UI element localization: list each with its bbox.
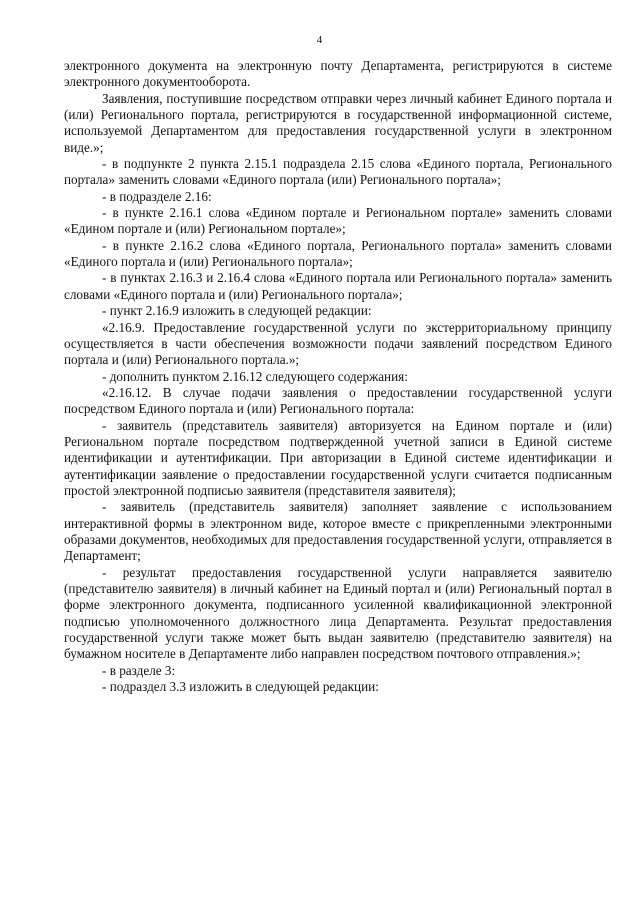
paragraph: - подраздел 3.3 изложить в следующей редакции: [102, 679, 379, 695]
paragraph: - дополнить пунктом 2.16.12 следующего содержания: [102, 368, 408, 384]
page-number: 4 [316, 34, 323, 46]
paragraph: - заявитель (представитель заявителя) авторизуется на Едином портале и (или) Региональном портале посредством подтвержденной учетной записи в Единой системе идентификации и аутентификации. При авторизации в Единой системе идентификации и аутентификации заявление о предоставлении государственной услуги считается подписанным простой электронной подписью заявителя (представителя заявителя); [64, 417, 612, 498]
paragraph: - в пункте 2.16.1 слова «Едином портале и Региональном портале» заменить словами «Едином портале и (или) Региональном портале»; [64, 205, 612, 237]
paragraph: Заявления, поступившие посредством отправки через личный кабинет Единого портала и (или) Регионального портала, регистрируются в государственной информационной системе, используемой Департаментом для предоставления государственной услуги в электронном виде.»; [64, 90, 612, 155]
paragraph: электронного документа на электронную почту Департамента, регистрируются в системе электронного документооборота. [64, 58, 612, 90]
paragraph: - заявитель (представитель заявителя) заполняет заявление с использованием интерактивной формы в электронном виде, которое вместе с прикрепленными электронными образами документов, необходимых для предоставления государственной услуги, отправляется в Департамент; [64, 499, 612, 564]
paragraph: - в пункте 2.16.2 слова «Единого портала, Регионального портала» заменить словами «Единого портала и (или) Регионального портала»; [64, 237, 612, 270]
paragraph: «2.16.12. В случае подачи заявления о предоставлении государственной услуги посредством Единого портала и (или) Регионального портала: [64, 384, 612, 417]
paragraph: - в подпункте 2 пункта 2.15.1 подраздела 2.15 слова «Единого портала, Регионального портала» заменить словами «Единого портала (или) Регионального портала»; [64, 156, 612, 188]
paragraph: - результат предоставления государственной услуги направляется заявителю (представителю заявителя) в личный кабинет на Единый портал и (или) Региональный портал в форме электронного документа, подписанного усиленной квалификационной электронной подписью уполномоченного должностного лица Департамента. Результат предоставления государственной услуги также может быть выдан заявителю (представителю заявителя) на бумажном носителе в Департаменте либо направлен посредством почтового отправления.»; [64, 564, 612, 662]
paragraph: «2.16.9. Предоставление государственной услуги по экстерриториальному принципу осуществляется в части обеспечения возможности подачи заявлений посредством Единого портала и (или) Регионального портала.»; [64, 319, 612, 368]
paragraph: - в пунктах 2.16.3 и 2.16.4 слова «Единого портала или Регионального портала» заменить словами «Единого портала и (или) Регионального портала»; [64, 270, 612, 302]
paragraph: - пункт 2.16.9 изложить в следующей редакции: [102, 303, 372, 319]
paragraph: - в подразделе 2.16: [102, 188, 212, 204]
document-body [64, 58, 612, 695]
paragraph: - в разделе 3: [102, 662, 176, 678]
